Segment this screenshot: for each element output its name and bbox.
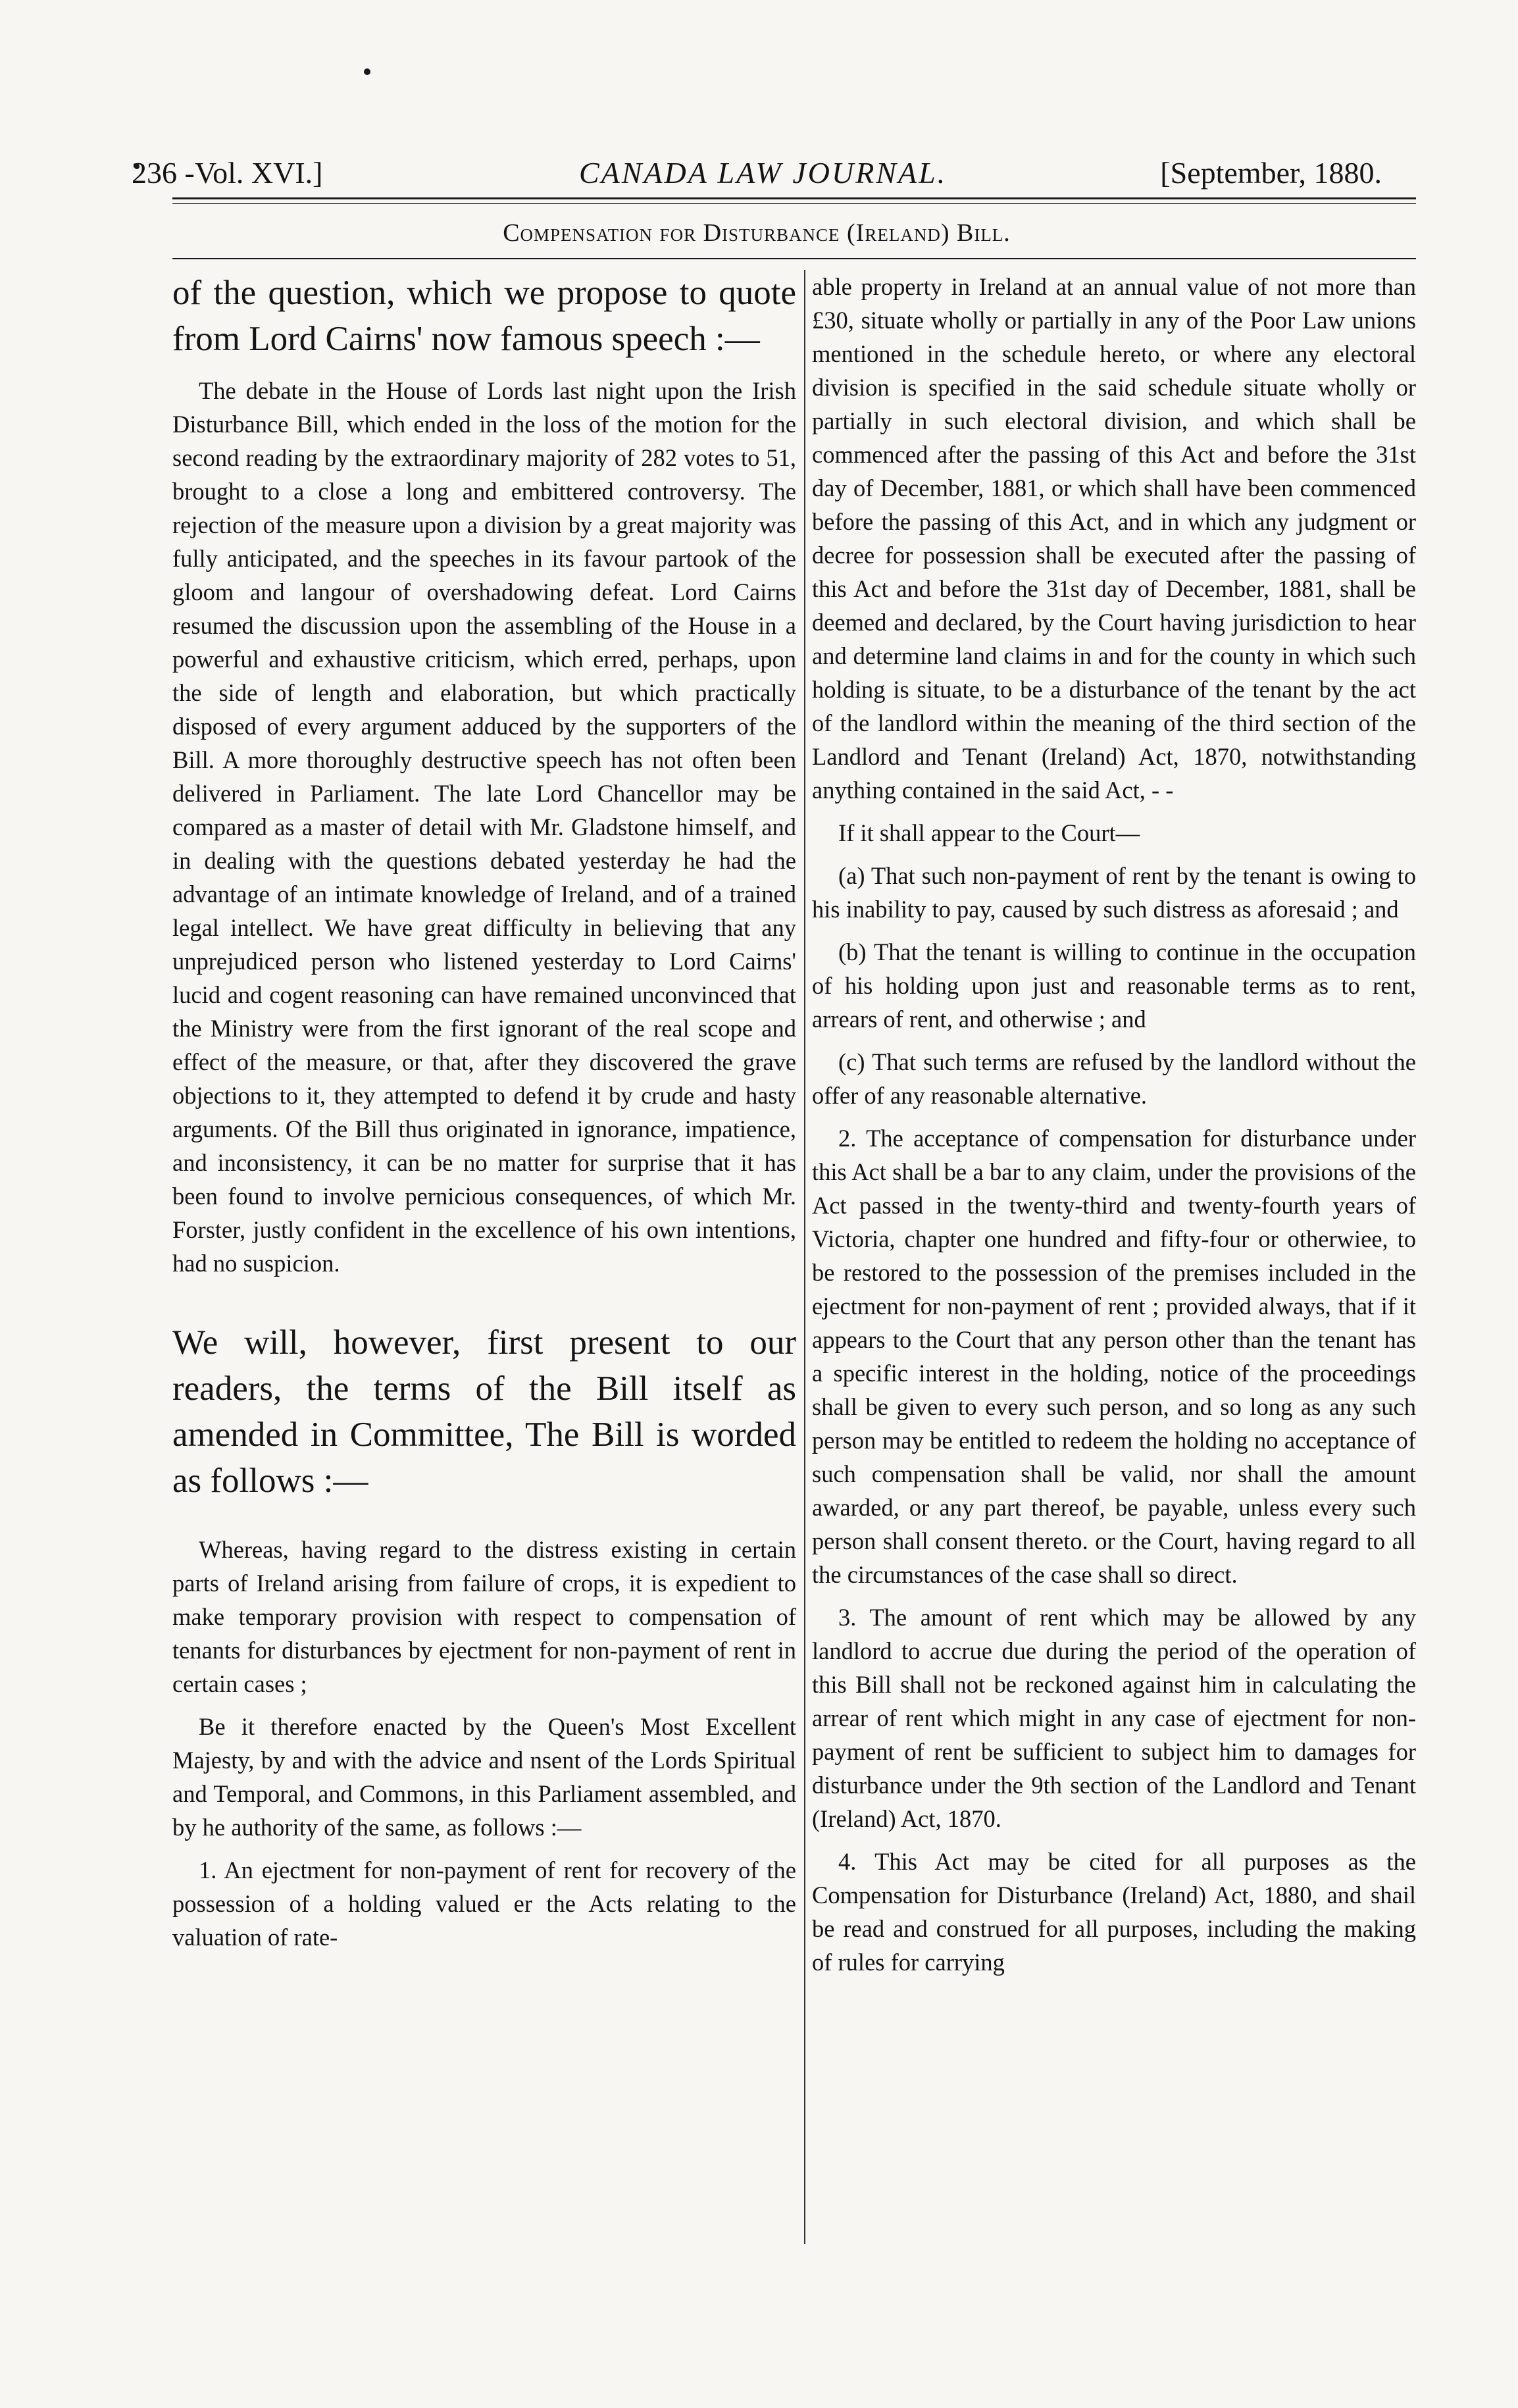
section-rule [172, 258, 1416, 259]
if-appear-line: If it shall appear to the Court— [838, 819, 1140, 846]
section-title: Compensation for Disturbance (Ireland) Bill. [503, 219, 1011, 247]
issue-date: [September, 1880. [1160, 156, 1382, 190]
header-rule [172, 197, 1416, 199]
clause-3: 3. The amount of rent which may be allowed by any landlord to accrue due during the period of the operation of this Bill shall not be reckoned against him in calculating the arrear of rent which might in any case of ejectment for non-payment of rent be sufficient to subject him to damages for disturbance under the 9th section of the Landlord and Tenant (Ireland) Act, 1870. [812, 1604, 1416, 1832]
page-reference: 236 -Vol. XVI.] [132, 156, 323, 190]
clause-1-continued: able property in Ireland at an annual value of not more than £30, situate wholly or partially in any of the Poor Law unions mentioned in the schedule hereto, or where any electoral division is specified in the said schedule situate wholly or partially in such electoral division, and which shall be commenced after the passing of this Act and before the 31st day of December, 1881, or which shall have been commenced before the passing of this Act, and in which any judgment or decree for possession shall be executed after the passing of this Act and before the 31st day of December, 1881, shall be deemed and declared, by the Court having jurisdiction to hear and determine land claims in and for the county in which such holding is situate, to be a disturbance of the tenant by the act of the landlord within the meaning of the third section of the Landlord and Tenant (Ireland) Act, 1870, notwithstanding anything contained in the said Act, - - [812, 273, 1416, 804]
quoted-debate-paragraph: The debate in the House of Lords last night upon the Irish Disturbance Bill, which ended in the loss of the motion for the second reading by the extraordinary majority of 282 votes to 51, brought to a close a long and embittered controversy. The rejection of the measure upon a division by a great majority was fully anticipated, and the speeches in its favour partook of the gloom and langour of overshadowing defeat. Lord Cairns resumed the discussion upon the assembling of the House in a powerful and exhaustive criticism, which erred, perhaps, upon the side of length and elaboration, but which practically disposed of every argument adduced by the supporters of the Bill. A more thoroughly destructive speech has not often been delivered in Parliament. The late Lord Chancellor may be compared as a master of detail with Mr. Gladstone himself, and in dealing with the questions debated yesterday he had the advantage of an intimate knowledge of Ireland, and of a trained legal intellect. We have great difficulty in believing that any unprejudiced person who listened yesterday to Lord Cairns' lucid and cogent reasoning can have remained unconvinced that the Ministry were from the first ignorant of the real scope and effect of the measure, or that, after they discovered the grave objections to it, they attempted to defend it by crude and hasty arguments. Of the Bill thus originated in ignorance, impatience, and inconsistency, it can be no matter for surprise that it has been found to involve pernicious consequences, of which Mr. Forster, justly confident in the excellence of his own intentions, had no suspicion. [172, 377, 796, 1277]
whereas-paragraph: Whereas, having regard to the distress existing in certain parts of Ireland arising from failure of crops, it is expedient to make temporary provision with respect to compensation of tenants for disturbances by ejectment for non-payment of rent in certain cases ; [172, 1536, 796, 1697]
item-a: (a) That such non-payment of rent by the tenant is owing to his inability to pay, caused by such distress as aforesaid ; and [812, 862, 1416, 923]
clause-1-start: 1. An ejectment for non-payment of rent for recovery of the possession of a holding valued er the Acts relating to the valuation of rate- [172, 1857, 796, 1951]
bill-intro-paragraph: We will, however, first present to our readers, the terms of the Bill itself as amended in Committee, The Bill is worded as follows :— [172, 1323, 796, 1500]
left-column [172, 270, 796, 2257]
journal-title: CANADA LAW JOURNAL. [579, 156, 948, 190]
item-b: (b) That the tenant is willing to continue in the occupation of his holding upon just and reasonable terms as to rent, arrears of rent, and otherwise ; and [812, 938, 1416, 1033]
right-column [812, 270, 1416, 2257]
clause-2: 2. The acceptance of compensation for disturbance under this Act shall be a bar to any claim, under the provisions of the Act passed in the twenty-third and twenty-fourth years of Victoria, chapter one hundred and fifty-four or otherwiee, to be restored to the possession of the premises included in the ejectment for non-payment of rent ; provided always, that if it appears to the Court that any person other than the tenant has a specific interest in the holding, notice of the proceedings shall be given to every such person, and so long as any such person may be entitled to redeem the holding no acceptance of such compensation shall be valid, nor shall the amount awarded, or any part thereof, be payable, unless every such person shall consent thereto. or the Court, having regard to all the circumstances of the case shall so direct. [812, 1125, 1416, 1588]
column-divider [804, 270, 805, 2244]
item-c: (c) That such terms are refused by the landlord without the offer of any reasonable alternative. [812, 1048, 1416, 1109]
header-rule-thin [172, 203, 1416, 204]
print-speck [364, 68, 370, 75]
lead-paragraph: of the question, which we propose to quote from Lord Cairns' now famous speech :— [172, 274, 796, 358]
running-head [132, 155, 1382, 201]
enactment-paragraph: Be it therefore enacted by the Queen's Most Excellent Majesty, by and with the advice and nsent of the Lords Spiritual and Temporal, and Commons, in this Parliament assembled, and by he authority of the same, as follows :— [172, 1713, 796, 1841]
clause-4: 4. This Act may be cited for all purposes as the Compensation for Disturbance (Ireland) Act, 1880, and shail be read and construed for all purposes, including the making of rules for carrying [812, 1848, 1416, 1976]
